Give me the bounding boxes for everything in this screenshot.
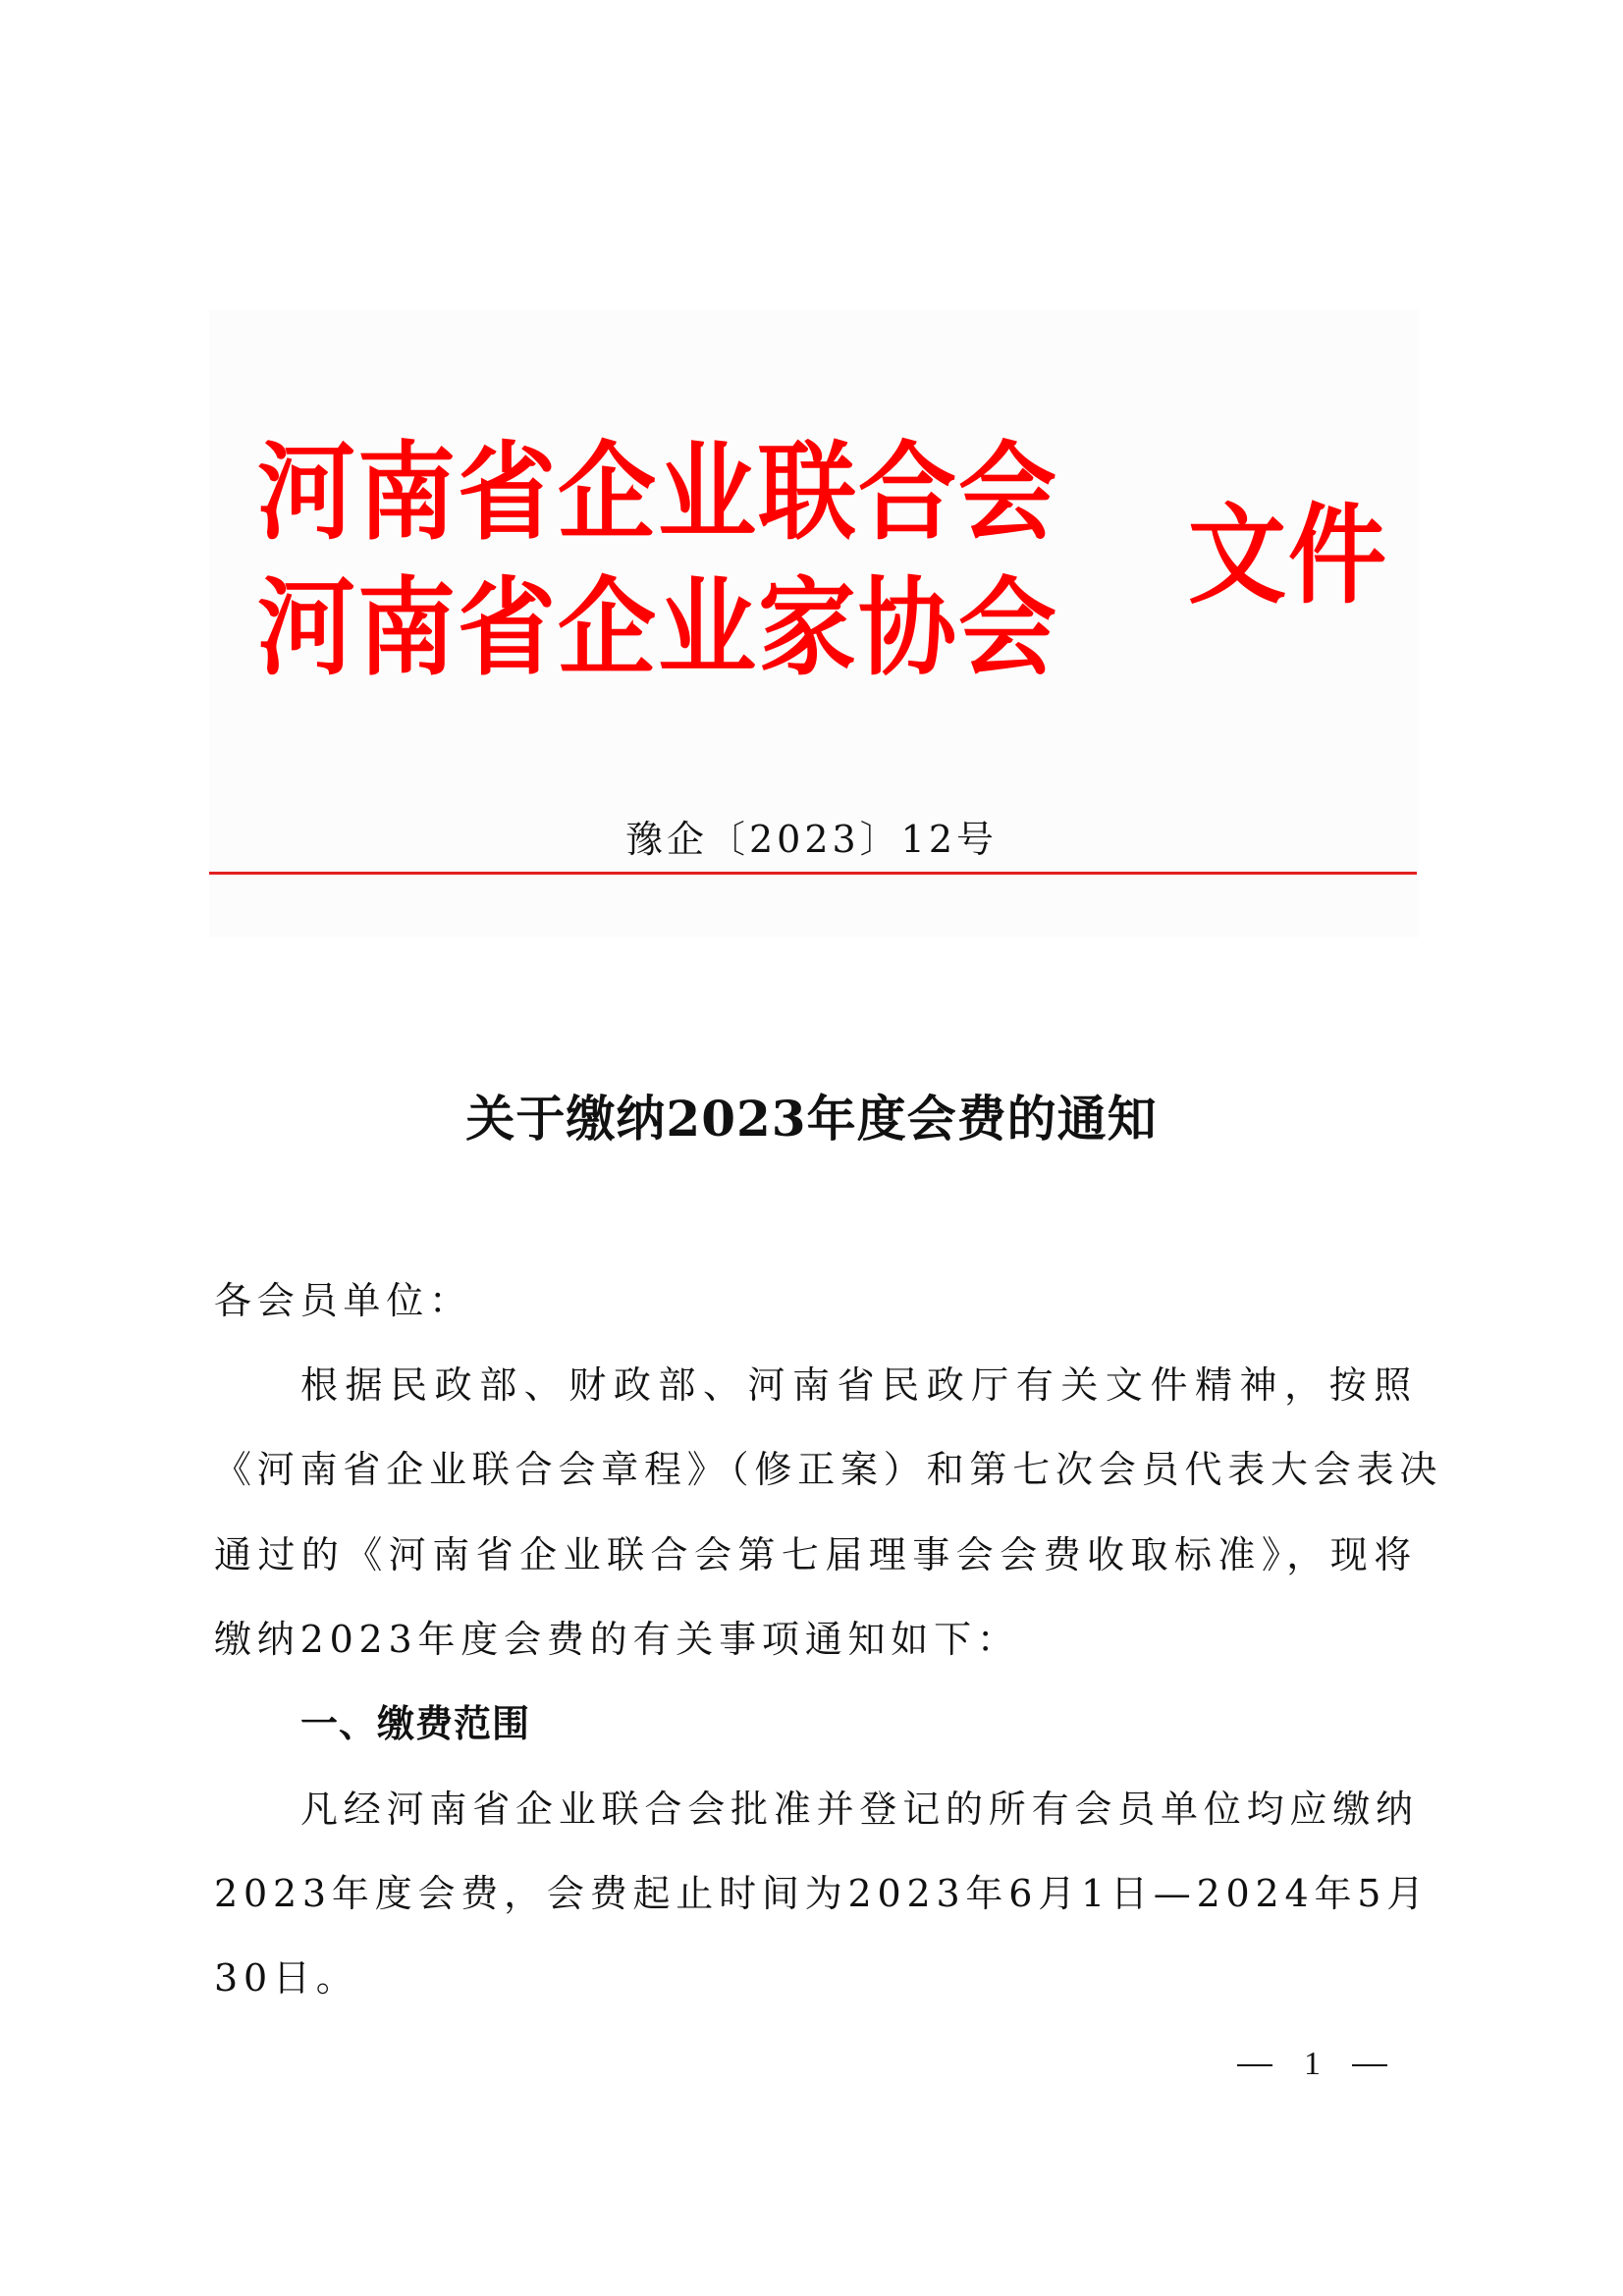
dash-left	[1237, 2064, 1272, 2066]
paragraph-line: 凡经河南省企业联合会批准并登记的所有会员单位均应缴纳	[300, 1788, 1419, 1831]
paragraph-line: 《河南省企业联合会章程》（修正案）和第七次会员代表大会表决	[214, 1448, 1443, 1491]
masthead-org-name-2: 河南省企业家协会	[257, 564, 1058, 691]
salutation: 各会员单位：	[214, 1279, 472, 1322]
paragraph-line: 根据民政部、财政部、河南省民政厅有关文件精神，按照	[300, 1363, 1417, 1407]
document-title: 关于缴纳2023年度会费的通知	[465, 1090, 1158, 1148]
red-separator-rule	[209, 872, 1417, 875]
paragraph-line: 2023年度会费，会费起止时间为2023年6月1日—2024年5月	[214, 1872, 1431, 1915]
section-heading: 一、缴费范围	[300, 1702, 531, 1745]
page-number-footer	[1237, 2044, 1387, 2084]
masthead-doc-type: 文件	[1188, 491, 1388, 619]
paragraph-line: 通过的《河南省企业联合会第七届理事会会费收取标准》，现将	[214, 1533, 1417, 1576]
dash-right	[1352, 2064, 1387, 2066]
document-number: 豫企〔2023〕12号	[624, 818, 999, 861]
masthead-org-name-1: 河南省企业联合会	[257, 429, 1058, 556]
paragraph-line: 30日。	[214, 1956, 359, 2000]
page-number: 1	[1304, 2046, 1321, 2082]
paragraph-line: 缴纳2023年度会费的有关事项通知如下：	[214, 1618, 1020, 1661]
